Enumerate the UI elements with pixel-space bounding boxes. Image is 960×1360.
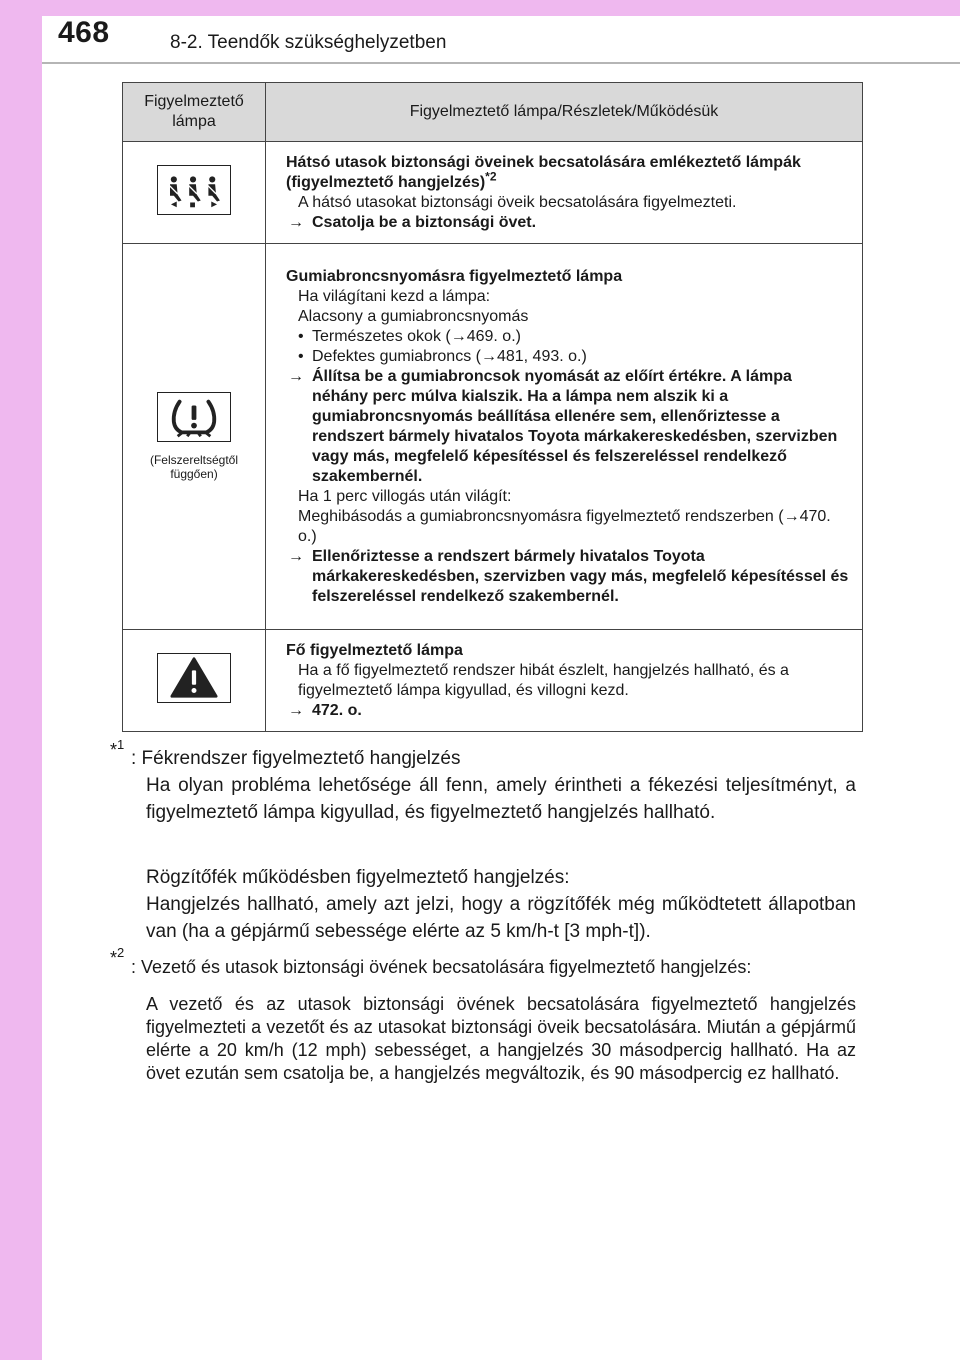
arrow-icon: → xyxy=(288,213,304,231)
row-text: Ha a fő figyelmeztető rendszer hibát észlelt, hangjelzés hallható, és a figyelmeztető lámpa kigyullad, és villogni kezd. xyxy=(298,661,789,699)
master-warning-svg xyxy=(158,654,230,702)
section-title: 8-2. Teendők szükséghelyzetben xyxy=(170,32,447,53)
icon-note: (Felszereltségtől függően) xyxy=(149,453,239,481)
warning-lights-table xyxy=(122,82,863,732)
rear-seatbelt-reminder-icon xyxy=(157,165,231,215)
row-title: Hátsó utasok biztonsági öveinek becsatolására emlékeztető lámpák (figyelmeztető hangjelzés) xyxy=(286,153,801,191)
arrow-icon: → xyxy=(288,547,304,565)
footnote-1-paragraph: Hangjelzés hallható, amely azt jelzi, hogy a rögzítőfék még működtetett állapotban van (ha a gépjármű sebessége elérte az 5 km/h-t [3 mph-t]). xyxy=(146,894,856,942)
footnote-1-marker xyxy=(110,737,125,761)
master-warning-icon xyxy=(157,653,231,703)
bullet-text: Természetes okok (→469. o.) xyxy=(312,327,521,345)
row-action: Csatolja be a biztonsági övet. xyxy=(312,213,537,231)
table-header-row xyxy=(123,83,863,142)
arrow-icon: → xyxy=(288,367,304,385)
bullet-text: Defektes gumiabroncs (→481, 493. o.) xyxy=(312,347,587,365)
tire-pressure-svg xyxy=(158,393,230,441)
row-action: Ellenőriztesse a rendszert bármely hivatalos Toyota márkakereskedésben, szervizben vagy más, megfelelő képesítéssel és felszereléssel rendelkező szakembernél. xyxy=(312,547,849,605)
row-description xyxy=(266,142,863,244)
row-text: Meghibásodás a gumiabroncsnyomásra figyelmeztető rendszerben (→470. o.) xyxy=(298,507,831,545)
row-title: Fő figyelmeztető lámpa xyxy=(286,641,463,659)
page-number: 468 xyxy=(58,16,110,49)
footnote-2-heading: : Vezető és utasok biztonsági övének becsatolására figyelmeztető hangjelzés: xyxy=(131,957,752,977)
footnote-ref: *2 xyxy=(485,169,497,184)
icon-cell xyxy=(123,244,266,630)
icon-cell xyxy=(123,142,266,244)
rear-seatbelt-reminder-svg xyxy=(158,166,230,214)
footnote-1-heading: : Fékrendszer figyelmeztető hangjelzés xyxy=(131,748,461,769)
col-header-details: Figyelmeztető lámpa/Részletek/Működésük xyxy=(266,83,863,142)
bullet: • xyxy=(298,327,304,345)
row-text: Ha 1 perc villogás után világít: xyxy=(298,487,512,505)
table-row xyxy=(123,630,863,732)
col-header-lamp: Figyelmeztető lámpa xyxy=(123,83,266,142)
footnote-number: 2 xyxy=(117,945,125,960)
top-color-band xyxy=(42,0,960,16)
row-action: 472. o. xyxy=(312,701,362,719)
row-title: Gumiabroncsnyomásra figyelmeztető lámpa xyxy=(286,267,623,285)
arrow-icon: → xyxy=(288,701,304,719)
row-text: A hátsó utasokat biztonsági öveik becsatolására figyelmezteti. xyxy=(298,193,737,211)
footnote-1-paragraph: Rögzítőfék működésben figyelmeztető hangjelzés: xyxy=(146,867,570,888)
footnote-2-paragraph: A vezető és az utasok biztonsági övének becsatolására figyelmeztető hangjelzés figyelmezteti a vezetőt és az utasokat biztonsági öveik becsatolására. Miután a gépjármű elérte a 20 km/h (12 mph) sebességet, a hangjelzés 30 másodpercig hallható. Ha az övet ezután sem csatolja be, a hangjelzés megváltozik, és 90 másodpercig ez hallható. xyxy=(146,994,856,1083)
row-text: Ha világítani kezd a lámpa: xyxy=(298,287,491,305)
row-action: Állítsa be a gumiabroncsok nyomását az előírt értékre. A lámpa néhány perc múlva kialszik. Ha a lámpa nem alszik ki a gumiabroncsnyomás beállítása ellenére sem, ellenőriztesse a rendszert bármely hivatalos Toyota márkakereskedésben, szervizben vagy más, megfelelő képesítéssel és felszereléssel rendelkező szakembernél. xyxy=(312,367,838,485)
footnote-1-paragraph: Ha olyan probléma lehetősége áll fenn, amely érintheti a fékezési teljesítményt, a figyelmeztető lámpa kigyullad, és figyelmeztető hangjelzés hallható. xyxy=(146,775,856,823)
footnote-2-marker xyxy=(110,945,125,969)
side-color-bar xyxy=(0,0,42,1360)
footnote-star: * xyxy=(110,948,118,968)
row-description xyxy=(266,630,863,732)
tire-pressure-warning-icon xyxy=(157,392,231,442)
bullet: • xyxy=(298,347,304,365)
row-text: Alacsony a gumiabroncsnyomás xyxy=(298,307,529,325)
table-row xyxy=(123,142,863,244)
icon-cell xyxy=(123,630,266,732)
row-description xyxy=(266,244,863,630)
table-row xyxy=(123,244,863,630)
footnote-number: 1 xyxy=(117,737,125,752)
header-rule xyxy=(42,62,960,64)
footnote-star: * xyxy=(110,740,118,760)
